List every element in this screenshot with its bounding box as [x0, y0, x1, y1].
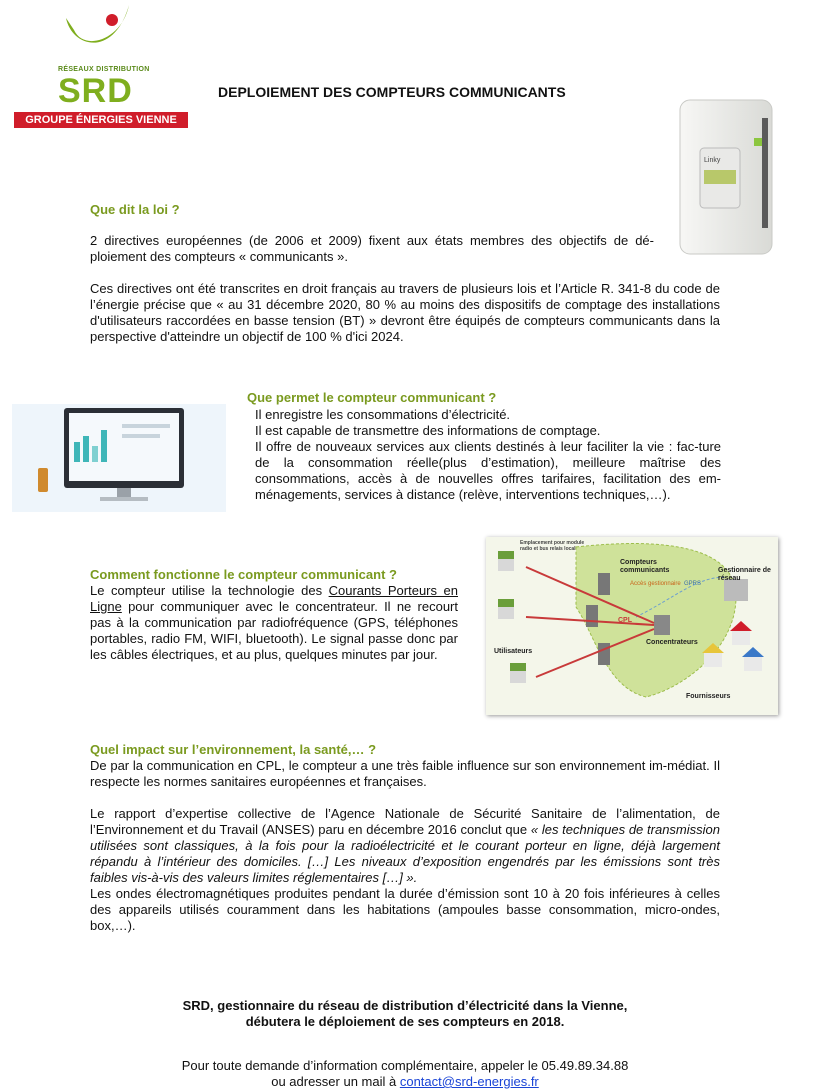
- logo-brand: SRD: [58, 72, 133, 110]
- diagram-label-concentrateurs: Concentrateurs: [646, 639, 698, 646]
- diagram-label-gprs: GPRS: [684, 581, 702, 587]
- section4-heading: Quel impact sur l’environnement, la santé,… ?: [90, 742, 377, 757]
- footer-contact-line1: Pour toute demande d’information complémentaire, appeler le 05.49.89.34.88: [181, 1058, 629, 1073]
- section4-para2-quote: « les techniques de transmission utilisées sont classiques, à la fois pour la radioélectricité et le courant porteur en ligne, déjà largement répandu à l’intérieur des domiciles. […] Les niveaux d’exposition engendrés par les émissions sont très faibles vis-à-vis des valeurs limites réglementaires […] ».: [90, 822, 720, 885]
- section4-para2: [90, 806, 720, 886]
- diagram-label-gestionnaire: Gestionnaire de réseau: [718, 567, 771, 582]
- section2-item-3: Il offre de nouveaux services aux clients destinés à leur faciliter la vie : fac-ture de la consommation réelle(plus d’estimation), meilleure maîtrise des consommations, accès à de nouvelles offres tarifaires, facilitation des em-ménagements, services à distance (relève, interventions techniques,…).: [255, 439, 721, 502]
- computer-image: [12, 400, 236, 515]
- footer-bold-line2: débutera le déploiement de ses compteurs en 2018.: [245, 1014, 565, 1029]
- logo-swoosh-icon: [14, 0, 190, 70]
- section3-text-after: pour communiquer avec le concentrateur. Il ne recourt pas à la communication par radiofréquence (GPS, téléphones portables, radio FM, WIFI, bluetooth). Le signal passe donc par les câbles électriques, et au plus, quelques minutes par jour.: [90, 599, 458, 662]
- footer-contact: [90, 1058, 720, 1090]
- diagram-label-emplacement: Emplacement pour module radio et bus relais local: [520, 540, 585, 552]
- section2-heading: Que permet le compteur communicant ?: [247, 390, 497, 405]
- diagram-label-compteurs: Compteurs communicants: [620, 559, 670, 574]
- diagram-label-fournisseurs: Fournisseurs: [686, 693, 731, 700]
- meter-brand: Linky: [704, 157, 721, 164]
- srd-logo: [14, 0, 190, 128]
- section2-item-2: Il est capable de transmettre des informations de comptage.: [255, 423, 601, 438]
- meter-image: [670, 98, 782, 258]
- section3-para: [90, 583, 458, 663]
- smart-meter-icon: [670, 98, 782, 258]
- section1-para2: Ces directives ont été transcrites en droit français au travers de plusieurs lois et l’Article R. 341-8 du code de l’énergie précise que « au 31 décembre 2020, 80 % au moins des dispositifs de comptage des installations d'utilisateurs raccordées en basse tension (BT) » devront être équipés de compteurs communicants dans la perspective d'atteindre un objectif de 100 % d'ici 2024.: [90, 281, 720, 344]
- cpl-diagram: [486, 537, 778, 715]
- diagram-label-cpl: CPL: [618, 617, 632, 624]
- diagram-label-acces: Accès gestionnaire: [630, 581, 681, 587]
- page-title: DEPLOIEMENT DES COMPTEURS COMMUNICANTS: [218, 84, 566, 100]
- section1-heading: Que dit la loi ?: [90, 202, 180, 217]
- footer-bold-line1: SRD, gestionnaire du réseau de distribution d’électricité dans la Vienne,: [182, 998, 628, 1013]
- diagram-label-utilisateurs: Utilisateurs: [494, 648, 533, 655]
- section3-heading: Comment fonctionne le compteur communicant ?: [90, 567, 397, 582]
- section4-para1: De par la communication en CPL, le compteur a une très faible influence sur son environnement im-médiat. Il respecte les normes sanitaires européennes et françaises.: [90, 758, 720, 789]
- section2-item-1: Il enregistre les consommations d’électricité.: [255, 407, 511, 422]
- cpl-link[interactable]: Courants Porteurs en Ligne: [90, 583, 458, 614]
- logo-line1: RÉSEAUX DISTRIBUTION: [58, 66, 150, 73]
- email-link[interactable]: contact@srd-energies.fr: [399, 1074, 539, 1089]
- section4-para3: Les ondes électromagnétiques produites pendant la durée d’émission sont 10 à 20 fois inférieures à celles des appareils utilisés couramment dans les habitations (ampoules basse consommation, micro-ondes, box,…).: [90, 886, 720, 933]
- section1-para1: 2 directives européennes (de 2006 et 2009) fixent aux états membres des objectifs de dé-ploiement des compteurs « communicants ».: [90, 233, 654, 264]
- footer-announcement: [90, 998, 720, 1030]
- logo-tagline: GROUPE ÉNERGIES VIENNE: [14, 112, 188, 128]
- footer-contact-prefix: ou adresser un mail à: [271, 1074, 400, 1089]
- footer-contact-line2: [90, 1074, 720, 1090]
- desktop-screen-icon: [12, 400, 236, 515]
- section3-text-before: Le compteur utilise la technologie des: [90, 583, 329, 598]
- section4-para2-plain: Le rapport d’expertise collective de l’Agence Nationale de Sécurité Sanitaire de l’alimentation, de l’Environnement et du Travail (ANSES) paru en décembre 2016 conclut que: [90, 806, 720, 837]
